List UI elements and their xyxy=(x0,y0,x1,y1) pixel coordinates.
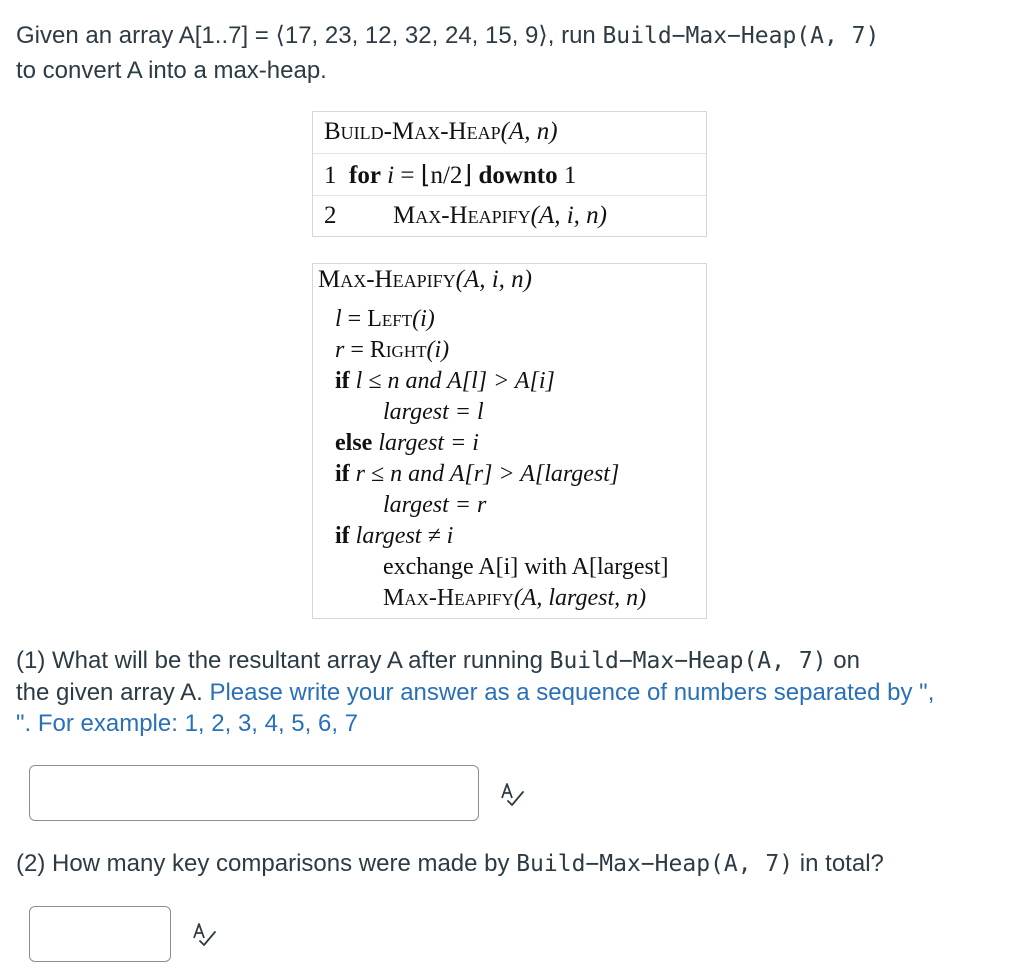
question-1-line-2: the given array A. Please write your answer as a sequence of numbers separated by ", xyxy=(16,679,935,706)
build-max-heap-line-2: 2 xyxy=(324,202,337,229)
question-2-line-1: (2) How many key comparisons were made by Build−Max−Heap(A, 7) in total? xyxy=(16,850,884,877)
max-heapify-header: Max-Heapify(A, i, n) xyxy=(318,266,532,293)
max-heapify-line-7: largest = r xyxy=(383,492,487,518)
question-1-example: ". For example: 1, 2, 3, 4, 5, 6, 7 xyxy=(16,710,359,737)
build-max-heap-line-1: 1 for i = ⌊n/2⌋ downto 1 xyxy=(324,162,577,189)
spellcheck-icon[interactable] xyxy=(190,920,218,948)
max-heapify-pseudocode xyxy=(312,263,707,619)
max-heapify-line-3: if l ≤ n and A[l] > A[i] xyxy=(335,368,555,394)
answer-1-input[interactable] xyxy=(29,765,479,821)
max-heapify-line-8: if largest ≠ i xyxy=(335,523,454,549)
intro-code: Build−Max−Heap(A, 7) xyxy=(602,23,880,49)
build-max-heap-header: Build-Max-Heap(A, n) xyxy=(324,118,558,145)
max-heapify-line-4: largest = l xyxy=(383,399,484,425)
intro-line-2: to convert A into a max-heap. xyxy=(16,57,327,84)
divider xyxy=(313,153,706,154)
intro-text: Given an array A[1..7] = ⟨17, 23, 12, 32, 24, 15, 9⟩, run xyxy=(16,22,603,49)
intro-line-1 xyxy=(16,20,879,52)
max-heapify-line-1: l = Left(i) xyxy=(335,306,435,332)
max-heapify-line-6: if r ≤ n and A[r] > A[largest] xyxy=(335,461,620,487)
divider xyxy=(313,195,706,196)
max-heapify-line-2: r = Right(i) xyxy=(335,337,450,363)
question-2-code: Build−Max−Heap(A, 7) xyxy=(516,851,794,877)
question-1-instructions: Please write your answer as a sequence of numbers separated by ", xyxy=(209,679,935,706)
question-1-line-1: (1) What will be the resultant array A after running Build−Max−Heap(A, 7) on xyxy=(16,647,860,674)
question-1-code: Build−Max−Heap(A, 7) xyxy=(549,648,827,674)
answer-2-input[interactable] xyxy=(29,906,171,962)
build-max-heap-line-2-call: Max-Heapify(A, i, n) xyxy=(393,202,607,229)
max-heapify-line-9: exchange A[i] with A[largest] xyxy=(383,554,669,580)
max-heapify-line-10: Max-Heapify(A, largest, n) xyxy=(383,585,647,611)
max-heapify-line-5: else largest = i xyxy=(335,430,479,456)
spellcheck-icon[interactable] xyxy=(498,780,526,808)
build-max-heap-pseudocode xyxy=(312,111,707,237)
